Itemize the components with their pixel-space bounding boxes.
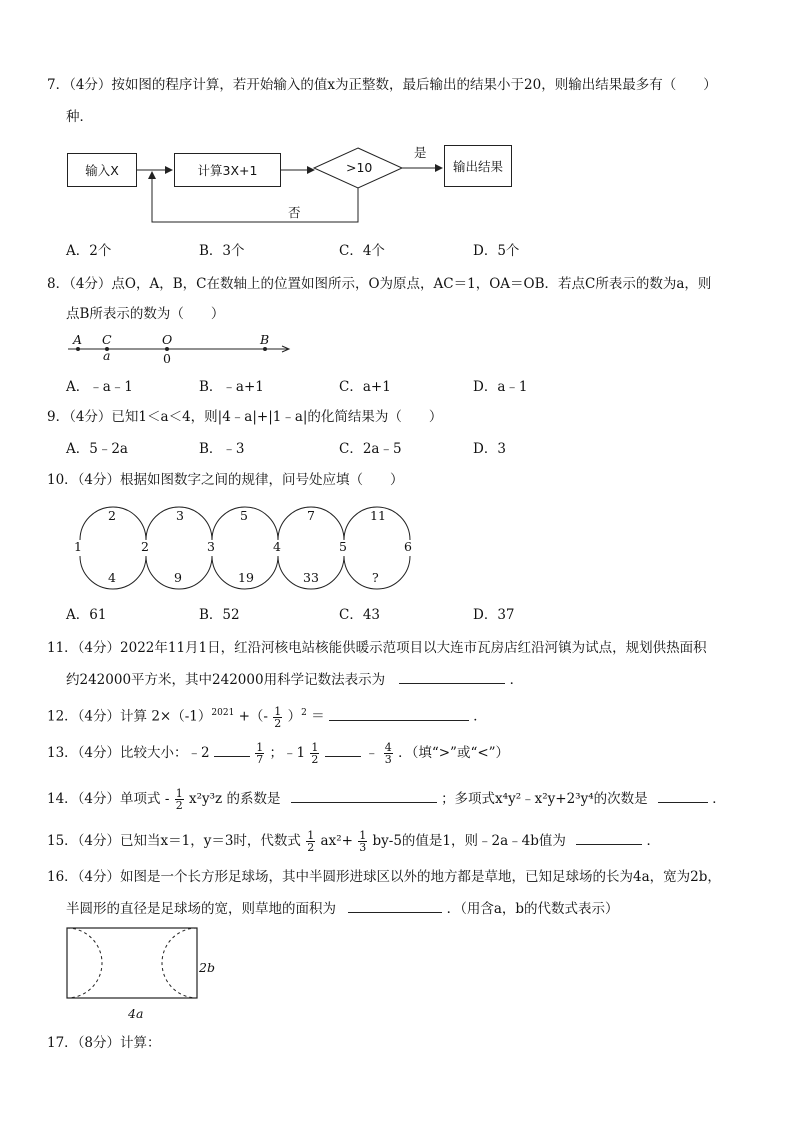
- q12-expr1: 2×（-1）: [151, 708, 212, 725]
- no-label: 否: [288, 205, 301, 220]
- bottom-value-1: 4: [108, 570, 116, 585]
- q7-option-a: A．2个: [66, 243, 112, 259]
- q16-text: 半圆形的直径是足球场的宽，则草地的面积为: [66, 901, 336, 917]
- q7-line2: 种．: [66, 109, 93, 125]
- point-b-label: B: [260, 332, 270, 347]
- q12-plus: +（-: [238, 708, 268, 725]
- node-1: 1: [74, 539, 82, 554]
- bottom-value-5: ?: [372, 570, 379, 585]
- q13-n2: 1: [311, 741, 319, 754]
- decision-label: >10: [346, 160, 373, 175]
- q14-den: 2: [175, 799, 183, 812]
- q12-den: 2: [274, 716, 282, 730]
- node-2: 2: [141, 539, 149, 554]
- q17-line1: 17．（8分）计算：: [47, 1035, 161, 1051]
- q16-line1: 16．（4分）如图是一个长方形足球场，其中半圆形进球区以外的地方都是草地，已知足球场的长为4a，宽为2b，: [47, 869, 721, 885]
- q13-prefix: 13．（4分）比较大小：﹣2: [47, 745, 210, 761]
- q8-line1: 8．（4分）点O，A，B，C在数轴上的位置如图所示，O为原点，AC＝1，OA＝OB．若点C所表示的数为a，则: [47, 276, 712, 292]
- q9-option-d: D．3: [473, 441, 506, 457]
- input-box: 输入X: [67, 153, 137, 187]
- q12-eq: ＝: [311, 708, 325, 725]
- point-c-label: C: [102, 332, 112, 347]
- q13-semi: ；﹣1: [269, 745, 306, 761]
- q13-d3: 3: [384, 753, 392, 766]
- q11-line1: 11．（4分）2022年11月1日，红沿河核电站核能供暖示范项目以大连市瓦房店红沿河镇为试点，规划供热面积: [47, 640, 707, 656]
- q10-option-c: C．43: [339, 607, 381, 623]
- q10-option-d: D．37: [473, 607, 515, 623]
- q16-end: ．（用含a，b的代数式表示）: [446, 901, 619, 917]
- q8-option-a: A．﹣a﹣1: [66, 379, 133, 395]
- q10-option-a: A．61: [66, 607, 107, 623]
- top-value-5: 11: [370, 508, 386, 523]
- q15-n2: 1: [359, 829, 367, 842]
- q12-exp1: 2021: [211, 708, 235, 718]
- compute-box: 计算3X+1: [174, 153, 281, 187]
- q13-d2: 2: [311, 753, 319, 766]
- point-a-label: A: [73, 332, 83, 347]
- q10-option-b: B．52: [199, 607, 240, 623]
- q14-mid2: ；多项式x⁴y²﹣x²y+2³y⁴的次数是: [441, 791, 648, 807]
- field-width-label: 2b: [199, 960, 215, 975]
- q11-end: ．: [509, 672, 524, 688]
- q12-prefix: 12．（4分）计算: [47, 708, 148, 725]
- top-value-1: 2: [108, 508, 116, 523]
- q13-n3: 4: [384, 741, 392, 754]
- q8-option-b: B．﹣a+1: [199, 379, 264, 395]
- q13-d1: 7: [256, 753, 264, 766]
- q9-option-a: A．5﹣2a: [66, 441, 128, 457]
- q15-end: ．: [646, 833, 660, 849]
- q14-minus: -: [164, 791, 170, 807]
- q7-option-c: C．4个: [339, 243, 385, 259]
- q9-option-c: C．2a﹣5: [339, 441, 402, 457]
- top-value-3: 5: [240, 508, 248, 523]
- q10-line1: 10．（4分）根据如图数字之间的规律，问号处应填（ ）: [47, 472, 404, 488]
- q15-d2: 3: [359, 841, 367, 854]
- top-value-2: 3: [176, 508, 184, 523]
- q12-num: 1: [274, 704, 282, 718]
- q14-mid: 的系数是: [226, 791, 281, 807]
- q9-option-b: B．﹣3: [199, 441, 245, 457]
- q15-n1: 1: [307, 829, 315, 842]
- top-value-4: 7: [307, 508, 315, 523]
- output-box: 输出结果: [444, 145, 512, 187]
- bottom-value-2: 9: [174, 570, 182, 585]
- q15-term1: ax²+: [320, 833, 353, 849]
- q11-text: 约242000平方米，其中242000用科学记数法表示为: [66, 672, 386, 688]
- q8-option-d: D．a﹣1: [473, 379, 528, 395]
- q8-option-c: C．a+1: [339, 379, 391, 395]
- node-4: 4: [273, 539, 281, 554]
- q14-end: ．: [712, 791, 726, 807]
- q15-d1: 2: [307, 841, 315, 854]
- q15-term2: by-5的值是1，则﹣2a﹣4b值为: [372, 833, 566, 849]
- q12-close: ）: [287, 708, 302, 725]
- node-3: 3: [207, 539, 215, 554]
- bottom-value-3: 19: [238, 570, 254, 585]
- node-6: 6: [404, 539, 412, 554]
- q14-num: 1: [175, 787, 183, 800]
- yes-label: 是: [414, 145, 427, 160]
- q8-line2: 点B所表示的数为（ ）: [66, 306, 225, 322]
- q13-n1: 1: [256, 741, 264, 754]
- q13-suffix: ．（填“>”或“<”）: [398, 745, 510, 761]
- q12-exp2: 2: [301, 708, 307, 718]
- node-5: 5: [339, 539, 347, 554]
- q9-line1: 9．（4分）已知1＜a＜4，则|4﹣a|+|1﹣a|的化简结果为（ ）: [47, 409, 443, 425]
- bottom-value-4: 33: [303, 570, 319, 585]
- q7-line1: 7．（4分）按如图的程序计算，若开始输入的值x为正整数，最后输出的结果小于20，则输出结果最多有（ ）: [47, 77, 717, 93]
- q7-option-d: D．5个: [473, 243, 520, 259]
- q14-monomial: x²y³z: [188, 791, 223, 807]
- origin-value: 0: [163, 351, 171, 366]
- q13-minus: ﹣: [364, 745, 379, 761]
- q7-option-b: B．3个: [199, 243, 245, 259]
- point-c-value: a: [103, 348, 111, 363]
- q14-prefix: 14．（4分）单项式: [47, 791, 161, 807]
- field-length-label: 4a: [128, 1006, 144, 1021]
- point-o-label: O: [162, 332, 173, 347]
- q15-prefix: 15．（4分）已知当x＝1，y＝3时，代数式: [47, 833, 301, 849]
- q12-end: ．: [473, 708, 487, 725]
